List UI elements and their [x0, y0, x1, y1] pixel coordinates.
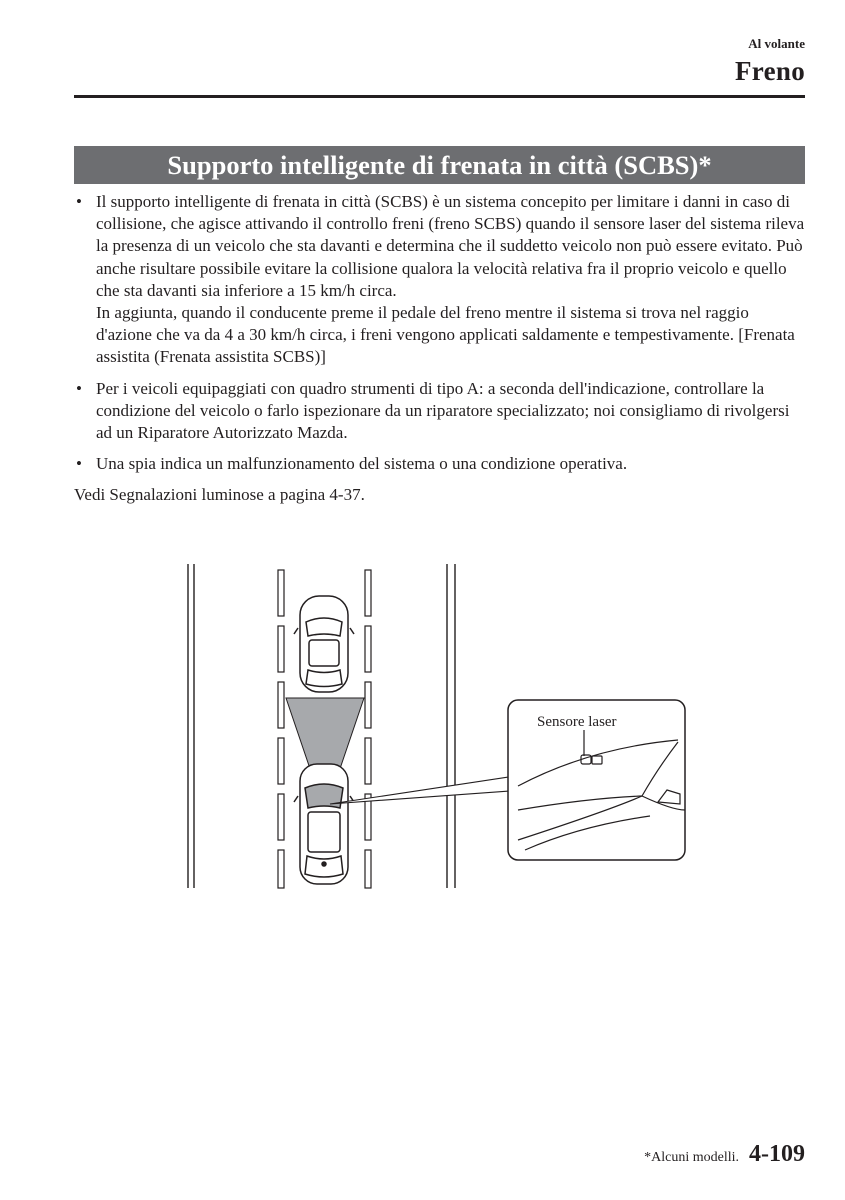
bullet-text: Per i veicoli equipaggiati con quadro strumenti di tipo A: a seconda dell'indicazione, controllare la condizione del veicolo o farlo ispezionare da un riparatore specializzato; noi consigliamo di rivolgersi ad un Riparatore Autorizzato Mazda. — [96, 378, 790, 443]
bullet-text: Una spia indica un malfunzionamento del sistema o una condizione operativa. — [96, 454, 628, 474]
bullet-list — [74, 191, 805, 475]
bullet-item-warning-light — [74, 453, 805, 475]
sensor-callout-box — [508, 700, 685, 860]
bullet-icon: • — [76, 192, 82, 211]
bullet-item-scbs-description — [74, 191, 805, 369]
main-content — [74, 191, 805, 507]
bullet-text: Il supporto intelligente di frenata in città (SCBS) è un sistema concepito per limitare i danni in caso di collisione, che agisce attivando il controllo freni (freno SCBS) quando il sensore laser del sistema rileva la presenza di un veicolo che sta davanti e determina che il suddetto veicolo non può essere evitato. Può anche risultare possibile evitare la collisione qualora la velocità relativa fra il proprio veicolo e quello che sta davanti sia inferiore a 15 km/h circa. — [96, 192, 805, 300]
front-car-icon — [294, 596, 354, 692]
callout-pointer — [330, 776, 523, 804]
bullet-text-continued: In aggiunta, quando il conducente preme il pedale del freno mentre il sistema si trova nel raggio d'azione che va da 4 a 30 km/h circa, i freni vengono applicati saldamente e tempestivamente. [Frenata assistita (Frenata assistita SCBS)] — [96, 303, 795, 367]
section-header: Al volante — [748, 36, 805, 51]
cross-reference-text: Vedi Segnalazioni luminose a pagina 4-37. — [74, 485, 365, 505]
scbs-illustration — [180, 558, 700, 898]
page-number: 4-109 — [749, 1141, 805, 1167]
header-divider — [74, 95, 805, 98]
footer-footnote: *Alcuni modelli. — [644, 1150, 739, 1165]
bullet-icon: • — [76, 454, 82, 474]
sensor-callout-label: Sensore laser — [537, 714, 617, 730]
section-title-banner: Supporto intelligente di frenata in città (SCBS)* — [74, 146, 805, 184]
page-title: Freno — [735, 56, 805, 86]
bullet-item-instrument-cluster — [74, 378, 805, 445]
own-car-icon — [294, 764, 354, 884]
bullet-icon: • — [76, 378, 82, 398]
